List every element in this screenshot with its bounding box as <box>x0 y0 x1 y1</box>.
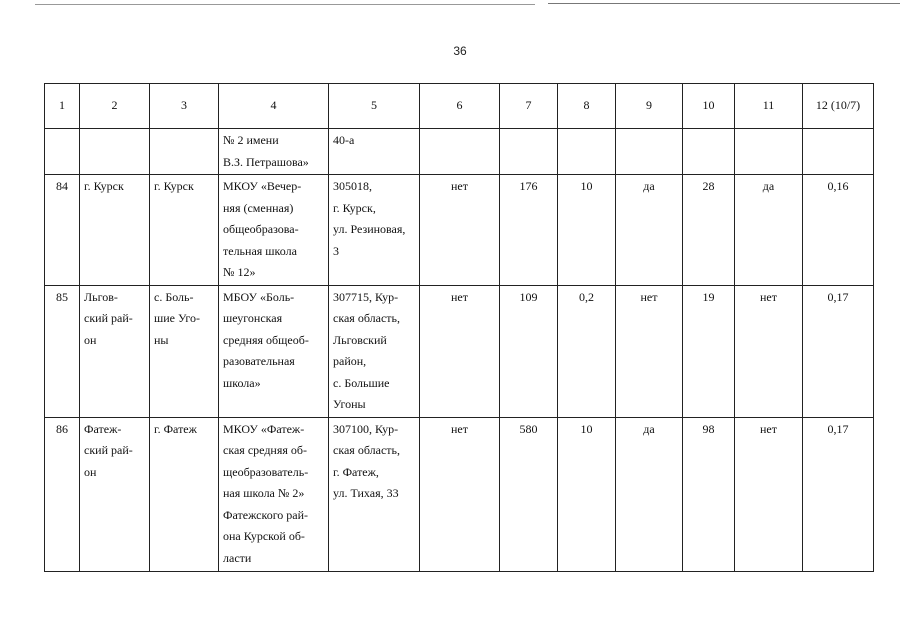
table-header-cell: 2 <box>80 84 150 129</box>
row-number: 86 <box>45 417 80 571</box>
col9-cell: нет <box>616 285 683 417</box>
locality-cell <box>150 129 219 175</box>
top-rule-right <box>548 3 900 4</box>
col6-cell: нет <box>420 175 500 286</box>
col9-cell: да <box>616 175 683 286</box>
locality-cell: г. Фатеж <box>150 417 219 571</box>
col10-cell: 19 <box>683 285 735 417</box>
row-number <box>45 129 80 175</box>
address-cell: 40-а <box>329 129 420 175</box>
table-header-cell: 6 <box>420 84 500 129</box>
col6-cell: нет <box>420 285 500 417</box>
col12-cell: 0,16 <box>803 175 874 286</box>
col11-cell: нет <box>735 285 803 417</box>
schools-table <box>44 83 874 572</box>
address-cell: 307715, Кур- ская область, Льговский район, с. Большие Угоны <box>329 285 420 417</box>
address-cell: 307100, Кур- ская область, г. Фатеж, ул. Тихая, 33 <box>329 417 420 571</box>
col10-cell <box>683 129 735 175</box>
table-header-cell: 10 <box>683 84 735 129</box>
row-number: 84 <box>45 175 80 286</box>
table-header-cell: 4 <box>219 84 329 129</box>
top-rule-left <box>35 4 535 5</box>
col6-cell: нет <box>420 417 500 571</box>
school-name-cell: МБОУ «Боль- шеугонская средняя общеоб- разовательная школа» <box>219 285 329 417</box>
school-name-cell: МКОУ «Вечер- няя (сменная) общеобразова- тельная школа № 12» <box>219 175 329 286</box>
locality-cell: с. Боль- шие Уго- ны <box>150 285 219 417</box>
col7-cell: 176 <box>500 175 558 286</box>
col11-cell <box>735 129 803 175</box>
table-header-cell: 9 <box>616 84 683 129</box>
col8-cell: 10 <box>558 417 616 571</box>
row-number: 85 <box>45 285 80 417</box>
district-cell: Льгов- ский рай- он <box>80 285 150 417</box>
col11-cell: нет <box>735 417 803 571</box>
col12-cell: 0,17 <box>803 285 874 417</box>
table-row <box>45 417 874 571</box>
col12-cell <box>803 129 874 175</box>
col10-cell: 98 <box>683 417 735 571</box>
school-name-cell: МКОУ «Фатеж- ская средняя об- щеобразователь- ная школа № 2» Фатежского рай- она Курской об- ласти <box>219 417 329 571</box>
table-row <box>45 129 874 175</box>
district-cell: г. Курск <box>80 175 150 286</box>
col10-cell: 28 <box>683 175 735 286</box>
locality-cell: г. Курск <box>150 175 219 286</box>
col8-cell: 10 <box>558 175 616 286</box>
col9-cell: да <box>616 417 683 571</box>
table-header-cell: 7 <box>500 84 558 129</box>
address-cell: 305018, г. Курск, ул. Резиновая, 3 <box>329 175 420 286</box>
table-header-cell: 8 <box>558 84 616 129</box>
col7-cell: 580 <box>500 417 558 571</box>
col9-cell <box>616 129 683 175</box>
district-cell <box>80 129 150 175</box>
col8-cell: 0,2 <box>558 285 616 417</box>
table-row <box>45 285 874 417</box>
table-header-cell: 11 <box>735 84 803 129</box>
table-header-cell: 12 (10/7) <box>803 84 874 129</box>
table-header-cell: 3 <box>150 84 219 129</box>
col6-cell <box>420 129 500 175</box>
col12-cell: 0,17 <box>803 417 874 571</box>
col11-cell: да <box>735 175 803 286</box>
col8-cell <box>558 129 616 175</box>
school-name-cell: № 2 имени В.З. Петрашова» <box>219 129 329 175</box>
table-header-cell: 1 <box>45 84 80 129</box>
district-cell: Фатеж- ский рай- он <box>80 417 150 571</box>
col7-cell: 109 <box>500 285 558 417</box>
table-header-cell: 5 <box>329 84 420 129</box>
col7-cell <box>500 129 558 175</box>
table-row <box>45 175 874 286</box>
table-header-row <box>45 84 874 129</box>
page-number: 36 <box>453 44 467 58</box>
